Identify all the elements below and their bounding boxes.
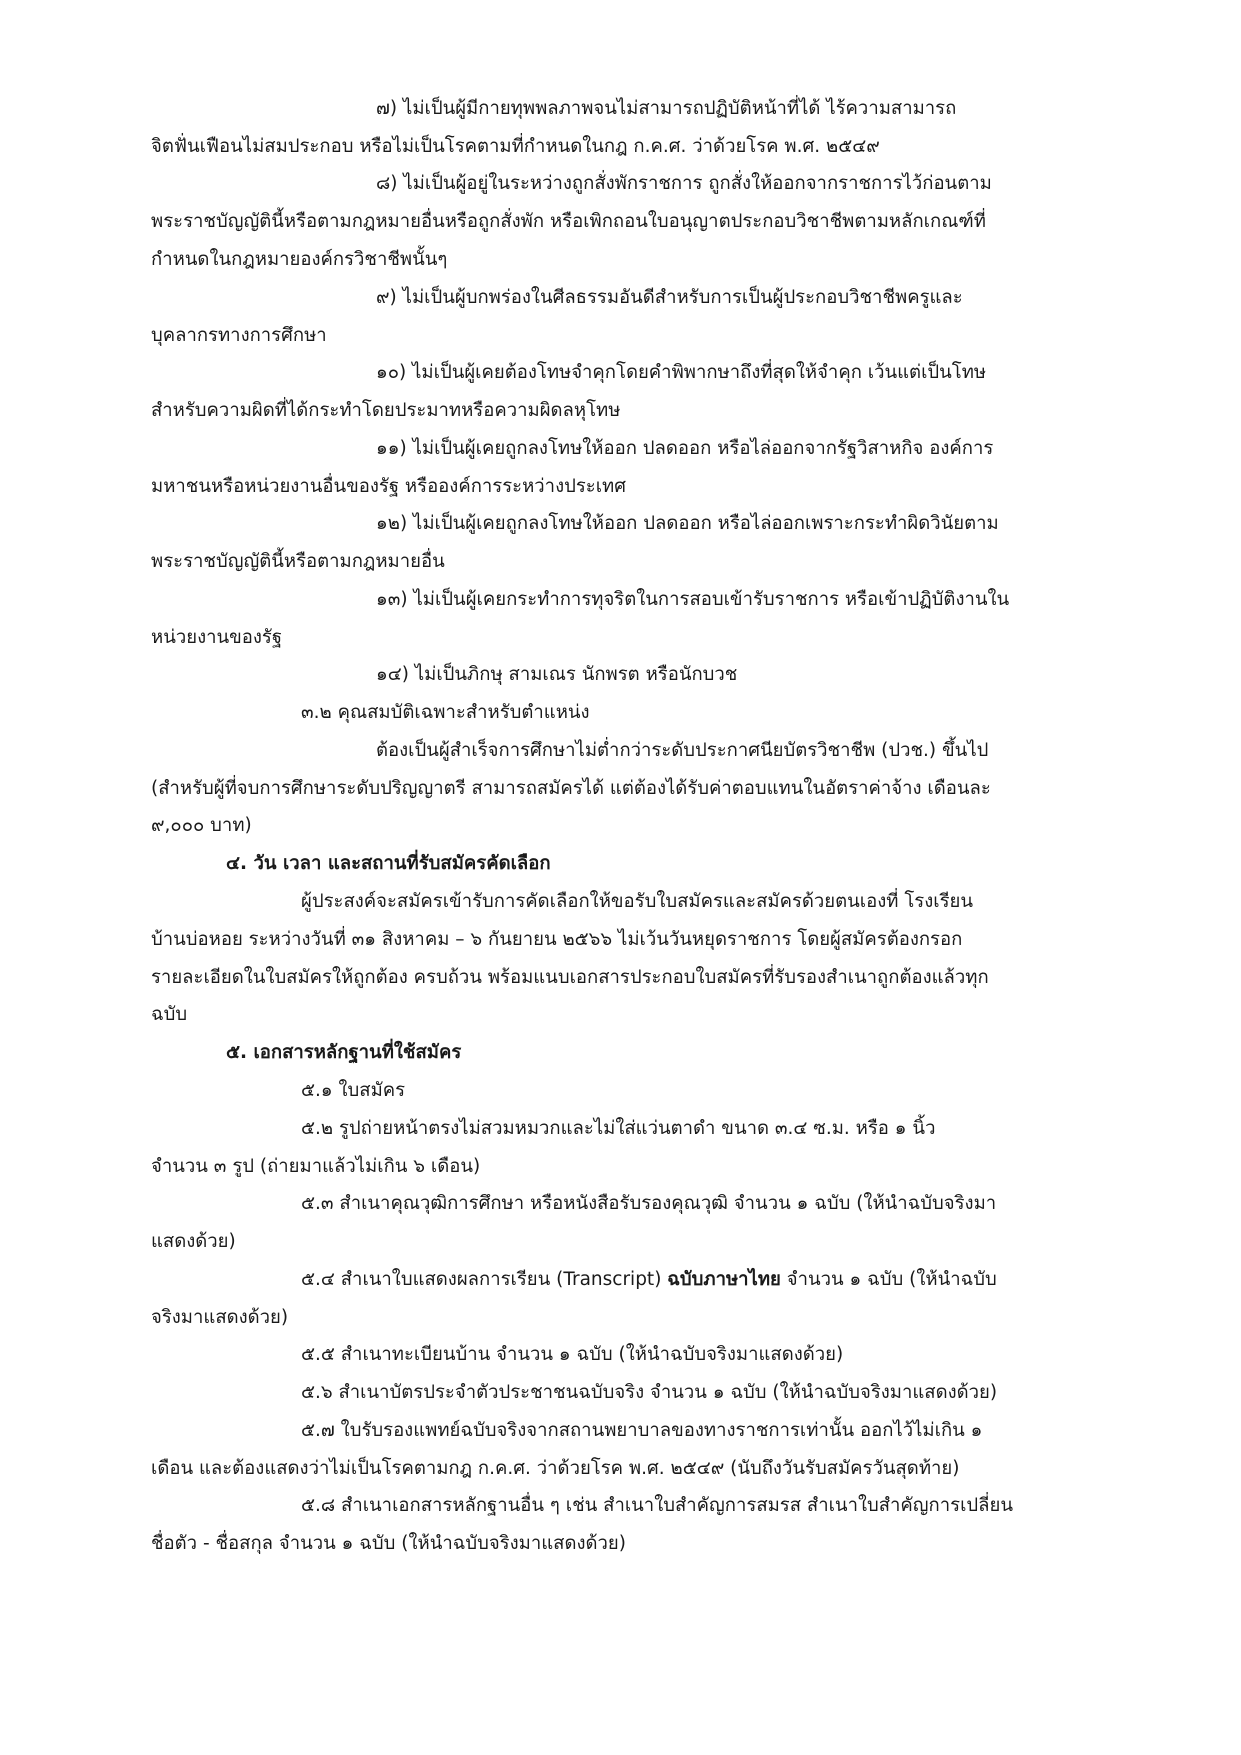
document-5-7-line-1: ๕.๗ ใบรับรองแพทย์ฉบับจริงจากสถานพยาบาลของทางราชการเท่านั้น ออกไว้ไม่เกิน ๑ — [301, 1420, 983, 1441]
item-7-line-1: ๗) ไม่เป็นผู้มีกายทุพพลภาพจนไม่สามารถปฏิบัติหน้าที่ได้ ไร้ความสามารถ — [376, 98, 957, 119]
item-8-line-2: พระราชบัญญัตินี้หรือตามกฎหมายอื่นหรือถูกสั่งพัก หรือเพิกถอนใบอนุญาตประกอบวิชาชีพตามหลักเกณฑ์ที่ — [151, 211, 986, 232]
document-5-5: ๕.๕ สำเนาทะเบียนบ้าน จำนวน ๑ ฉบับ (ให้นำฉบับจริงมาแสดงด้วย) — [301, 1344, 844, 1365]
document-5-4-text-start: ๕.๔ สำเนาใบแสดงผลการเรียน (Transcript) — [301, 1269, 668, 1290]
item-12-line-1: ๑๒) ไม่เป็นผู้เคยถูกลงโทษให้ออก ปลดออก หรือไล่ออกเพราะกระทำผิดวินัยตาม — [376, 513, 999, 534]
document-5-8-line-2: ชื่อตัว - ชื่อสกุล จำนวน ๑ ฉบับ (ให้นำฉบับจริงมาแสดงด้วย) — [151, 1533, 626, 1554]
document-5-7-line-2: เดือน และต้องแสดงว่าไม่เป็นโรคตามกฎ ก.ค.ศ. ว่าด้วยโรค พ.ศ. ๒๕๔๙ (นับถึงวันรับสมัครวันสุดท้าย) — [151, 1458, 960, 1479]
document-5-1: ๕.๑ ใบสมัคร — [301, 1080, 406, 1101]
document-5-2-line-1: ๕.๒ รูปถ่ายหน้าตรงไม่สวมหมวกและไม่ใส่แว่นตาดำ ขนาด ๓.๔ ซ.ม. หรือ ๑ นิ้ว — [301, 1118, 936, 1139]
section-4-line-1: ผู้ประสงค์จะสมัครเข้ารับการคัดเลือกให้ขอรับใบสมัครและสมัครด้วยตนเองที่ โรงเรียน — [301, 891, 973, 912]
item-12-line-2: พระราชบัญญัตินี้หรือตามกฎหมายอื่น — [151, 551, 445, 572]
item-14: ๑๔) ไม่เป็นภิกษุ สามเณร นักพรต หรือนักบวช — [376, 664, 738, 685]
item-10-line-2: สำหรับความผิดที่ได้กระทำโดยประมาทหรือความผิดลหุโทษ — [151, 400, 621, 421]
item-13-line-2: หน่วยงานของรัฐ — [151, 627, 283, 648]
section-4-line-2: บ้านบ่อหอย ระหว่างวันที่ ๓๑ สิงหาคม – ๖ กันยายน ๒๕๖๖ ไม่เว้นวันหยุดราชการ โดยผู้สมัครต้องกรอก — [151, 929, 963, 950]
item-8-line-1: ๘) ไม่เป็นผู้อยู่ในระหว่างถูกสั่งพักราชการ ถูกสั่งให้ออกจากราชการไว้ก่อนตาม — [376, 173, 992, 194]
document-5-3-line-2: แสดงด้วย) — [151, 1231, 236, 1252]
document-5-4-text-end: จำนวน ๑ ฉบับ (ให้นำฉบับ — [780, 1269, 997, 1290]
document-5-4-line-2: จริงมาแสดงด้วย) — [151, 1307, 289, 1328]
section-5-heading: ๕. เอกสารหลักฐานที่ใช้สมัคร — [226, 1042, 462, 1063]
document-5-2-line-2: จำนวน ๓ รูป (ถ่ายมาแล้วไม่เกิน ๖ เดือน) — [151, 1156, 481, 1177]
item-9-line-2: บุคลากรทางการศึกษา — [151, 325, 327, 346]
subsection-3-2-line-2: (สำหรับผู้ที่จบการศึกษาระดับปริญญาตรี สามารถสมัครได้ แต่ต้องได้รับค่าตอบแทนในอัตราค่าจ้าง เดือนละ — [151, 778, 991, 799]
item-8-line-3: กำหนดในกฎหมายองค์กรวิชาชีพนั้นๆ — [151, 249, 448, 270]
document-5-6: ๕.๖ สำเนาบัตรประจำตัวประชาชนฉบับจริง จำนวน ๑ ฉบับ (ให้นำฉบับจริงมาแสดงด้วย) — [301, 1382, 998, 1403]
item-11-line-1: ๑๑) ไม่เป็นผู้เคยถูกลงโทษให้ออก ปลดออก หรือไล่ออกจากรัฐวิสาหกิจ องค์การ — [376, 438, 994, 459]
item-10-line-1: ๑๐) ไม่เป็นผู้เคยต้องโทษจำคุกโดยคำพิพากษาถึงที่สุดให้จำคุก เว้นแต่เป็นโทษ — [376, 362, 987, 383]
document-5-4-line-1 — [301, 1268, 997, 1292]
item-11-line-2: มหาชนหรือหน่วยงานอื่นของรัฐ หรือองค์การระหว่างประเทศ — [151, 476, 626, 497]
document-5-4-bold-text: ฉบับภาษาไทย — [667, 1269, 781, 1290]
subsection-3-2-line-3: ๙,๐๐๐ บาท) — [151, 815, 252, 836]
subsection-3-2-line-1: ต้องเป็นผู้สำเร็จการศึกษาไม่ต่ำกว่าระดับประกาศนียบัตรวิชาชีพ (ปวช.) ขึ้นไป — [376, 740, 989, 761]
subsection-3-2-title: ๓.๒ คุณสมบัติเฉพาะสำหรับตำแหน่ง — [301, 702, 590, 723]
item-13-line-1: ๑๓) ไม่เป็นผู้เคยกระทำการทุจริตในการสอบเข้ารับราชการ หรือเข้าปฏิบัติงานใน — [376, 589, 1010, 610]
item-9-line-1: ๙) ไม่เป็นผู้บกพร่องในศีลธรรมอันดีสำหรับการเป็นผู้ประกอบวิชาชีพครูและ — [376, 287, 963, 308]
document-5-8-line-1: ๕.๘ สำเนาเอกสารหลักฐานอื่น ๆ เช่น สำเนาใบสำคัญการสมรส สำเนาใบสำคัญการเปลี่ยน — [301, 1495, 1013, 1516]
item-7-line-2: จิตฟั่นเฟือนไม่สมประกอบ หรือไม่เป็นโรคตามที่กำหนดในกฎ ก.ค.ศ. ว่าด้วยโรค พ.ศ. ๒๕๔๙ — [151, 136, 880, 157]
document-5-3-line-1: ๕.๓ สำเนาคุณวุฒิการศึกษา หรือหนังสือรับรองคุณวุฒิ จำนวน ๑ ฉบับ (ให้นำฉบับจริงมา — [301, 1193, 997, 1214]
section-4-heading: ๔. วัน เวลา และสถานที่รับสมัครคัดเลือก — [226, 853, 551, 874]
section-4-line-4: ฉบับ — [151, 1004, 188, 1025]
section-4-line-3: รายละเอียดในใบสมัครให้ถูกต้อง ครบถ้วน พร้อมแนบเอกสารประกอบใบสมัครที่รับรองสำเนาถูกต้องแล้วทุก — [151, 967, 989, 988]
